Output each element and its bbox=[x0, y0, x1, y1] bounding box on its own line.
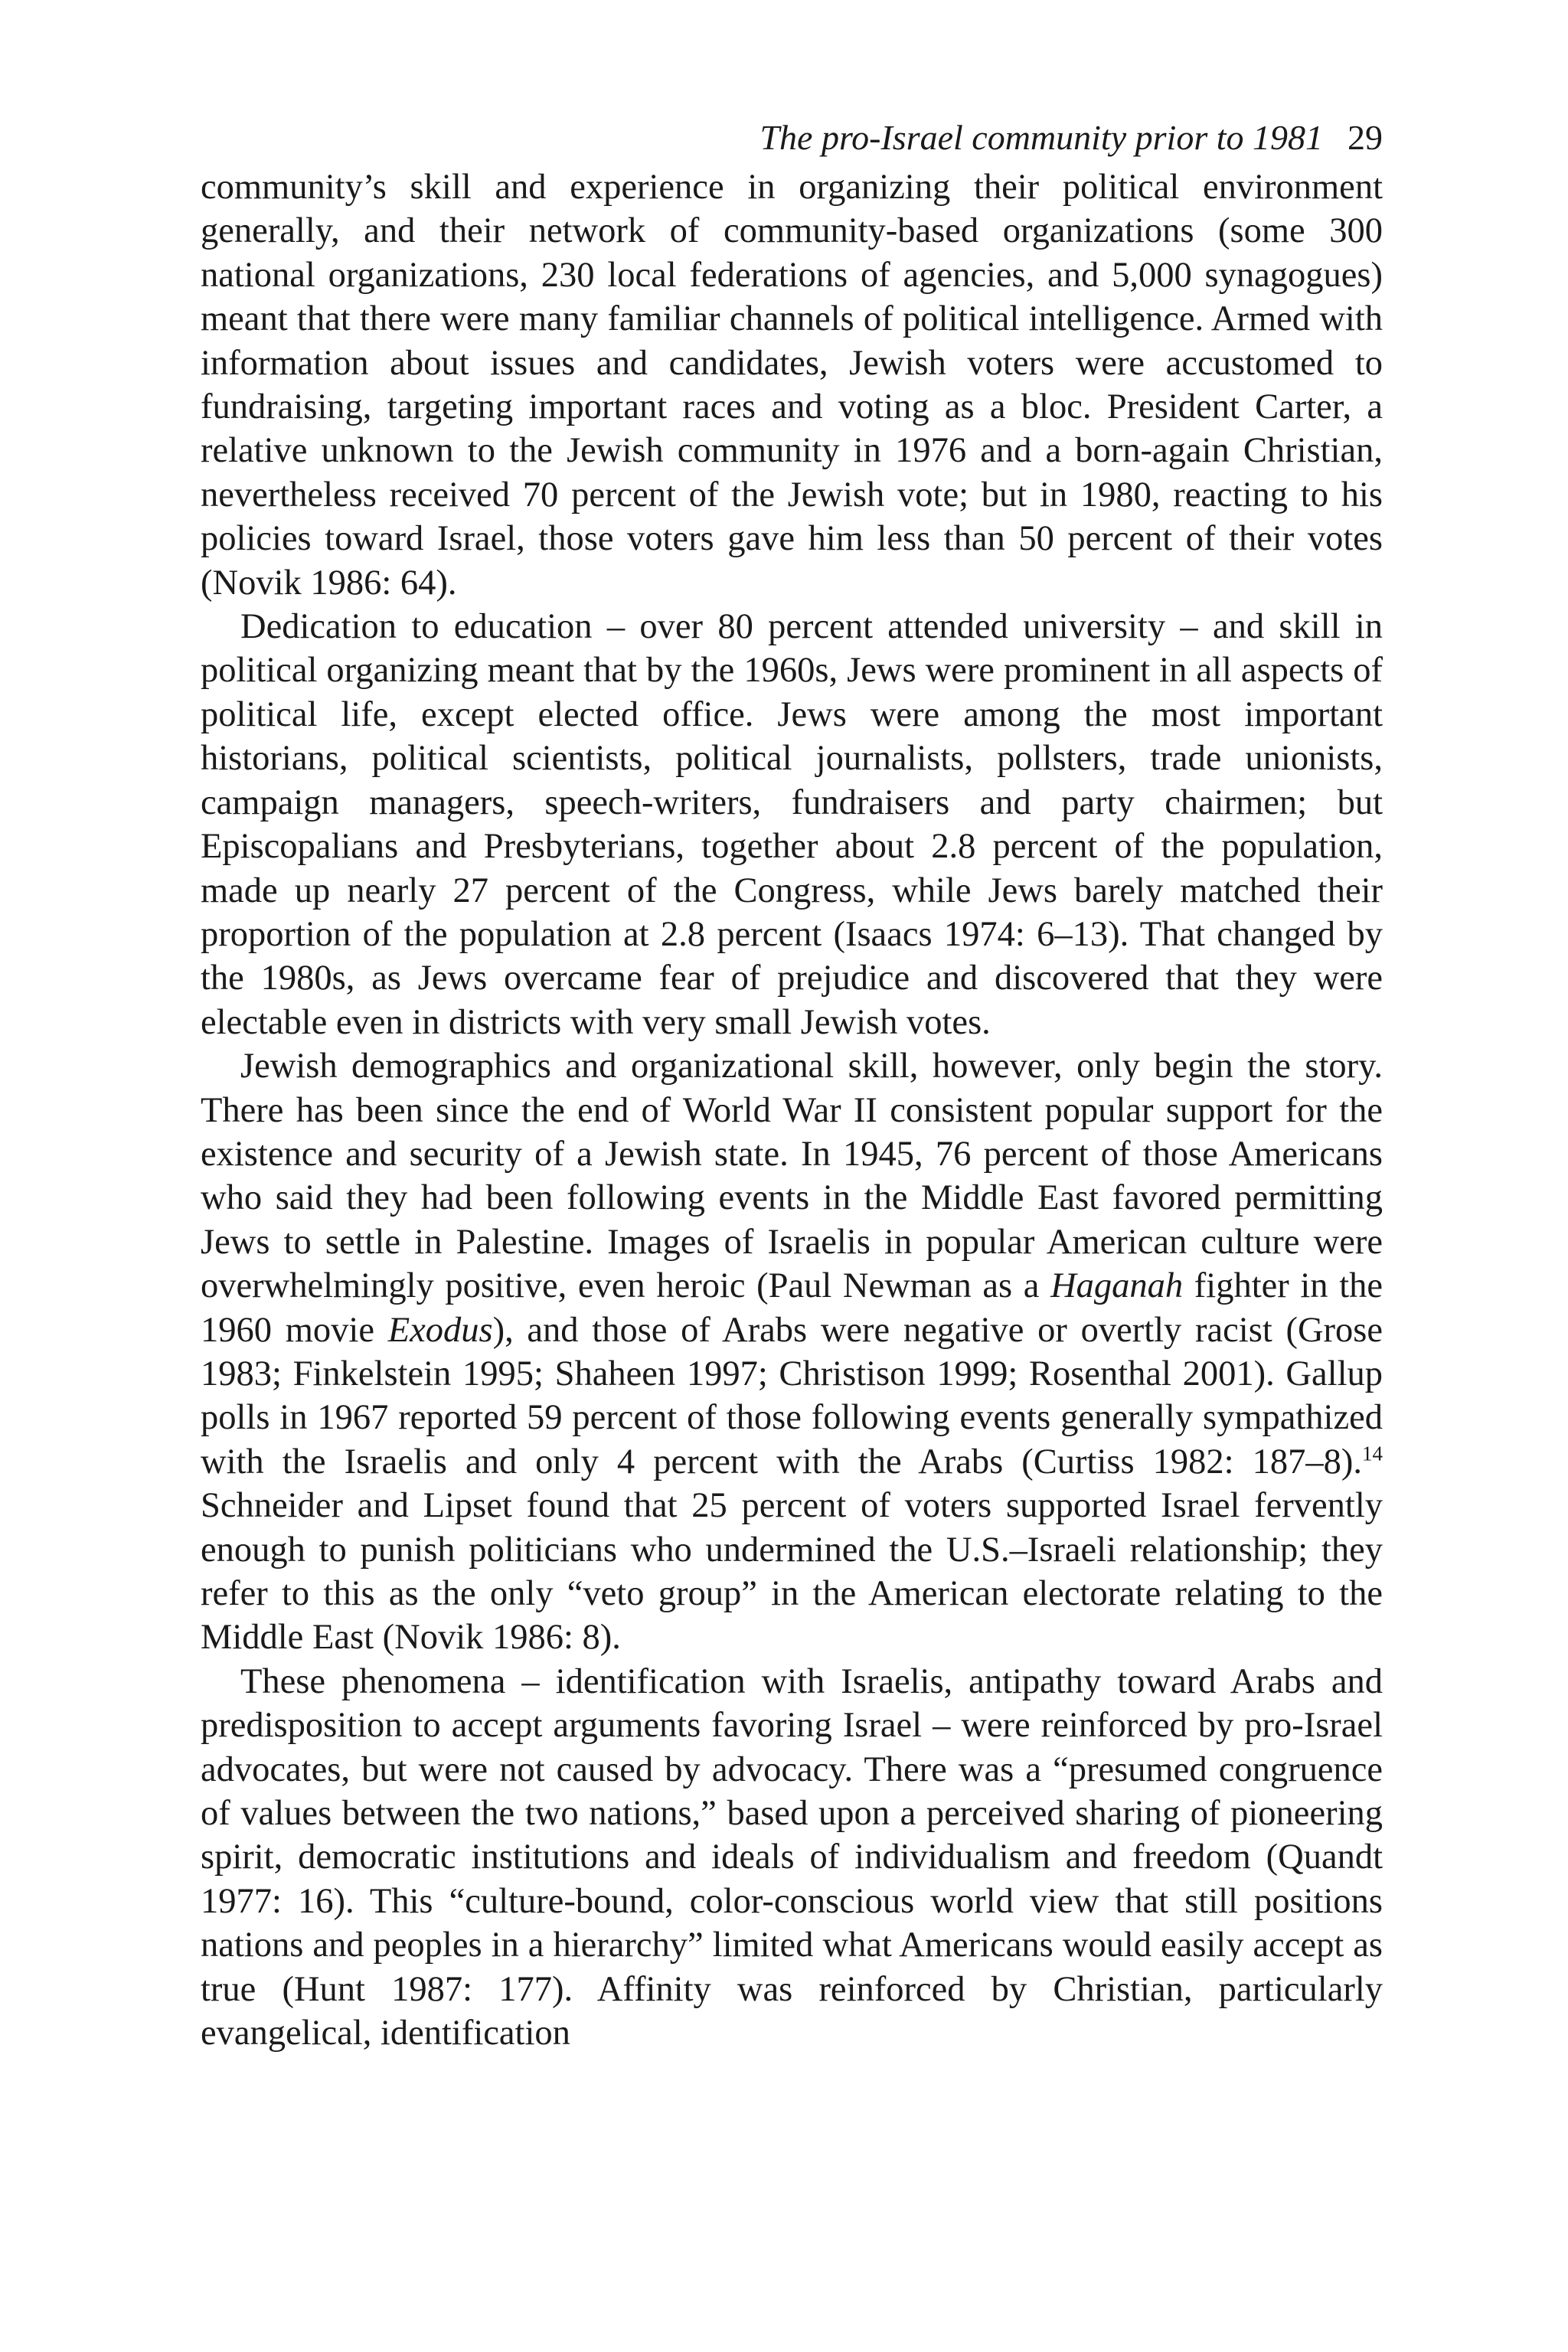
paragraph-3-italic-exodus: Exodus bbox=[387, 1310, 493, 1350]
paragraph-3-text-a: Jewish demographics and organizational skill, however, only begin the story. There has been since the end of World War II consistent popular support for the existence and security of a Jewish state. In 1945, 76 percent of those Americans who said they had been following events in the Middle East favored permitting Jews to settle in Palestine. Images of Israelis in popular American culture were overwhelmingly positive, even heroic (Paul Newman as a bbox=[201, 1047, 1383, 1306]
running-head bbox=[201, 115, 1383, 161]
paragraph-3-text-d: Schneider and Lipset found that 25 percent of voters supported Israel fervently enough to punish politicians who undermined the U.S.–Israeli relationship; they refer to this as the only “veto group” in the American electorate relating to the Middle East (Novik 1986: 8). bbox=[201, 1486, 1383, 1658]
body-text bbox=[201, 165, 1383, 2055]
book-page bbox=[201, 115, 1383, 2055]
paragraph-2: Dedication to education – over 80 percent attended university – and skill in political organizing meant that by the 1960s, Jews were prominent in all aspects of political life, except elected office. Jews were among the most important historians, political scientists, political journalists, pollsters, trade unionists, campaign managers, speech-writers, fundraisers and party chairmen; but Episcopalians and Presbyterians, together about 2.8 percent of the population, made up nearly 27 percent of the Congress, while Jews barely matched their proportion of the population at 2.8 percent (Isaacs 1974: 6–13). That changed by the 1980s, as Jews overcame fear of prejudice and discovered that they were electable even in districts with very small Jewish votes. bbox=[201, 607, 1383, 1042]
page-number: 29 bbox=[1348, 118, 1383, 157]
paragraph-3-text-c: ), and those of Arabs were negative or overtly racist (Grose 1983; Finkelstein 1995; Shaheen 1997; Christison 1999; Rosenthal 2001). Gallup polls in 1967 reported 59 percent of those following events generally sympathized with the Israelis and only 4 percent with the Arabs (Curtiss 1982: 187–8). bbox=[201, 1310, 1383, 1481]
paragraph-3-italic-haganah: Haganah bbox=[1050, 1266, 1184, 1306]
footnote-reference: 14 bbox=[1362, 1442, 1383, 1465]
paragraph-1: community’s skill and experience in organizing their political environment generally, and their network of community-based organizations (some 300 national organizations, 230 local federations of agencies, and 5,000 synagogues) meant that there were many familiar channels of political intelligence. Armed with information about issues and candidates, Jewish voters were accustomed to fundraising, targeting important races and voting as a bloc. President Carter, a relative unknown to the Jewish community in 1976 and a born-again Christian, nevertheless received 70 percent of the Jewish vote; but in 1980, reacting to his policies toward Israel, those voters gave him less than 50 percent of their votes (Novik 1986: 64). bbox=[201, 168, 1383, 603]
paragraph-3 bbox=[201, 1044, 1383, 1660]
running-head-title: The pro-Israel community prior to 1981 bbox=[760, 118, 1323, 157]
paragraph-3-text-b: fighter in the 1960 movie bbox=[201, 1266, 1383, 1350]
paragraph-4: These phenomena – identification with Israelis, antipathy toward Arabs and predisposition to accept arguments favoring Israel – were reinforced by pro-Israel advocates, but were not caused by advocacy. There was a “presumed congruence of values between the two nations,” based upon a perceived sharing of pioneering spirit, democratic institutions and ideals of individualism and freedom (Quandt 1977: 16). This “culture-bound, color-conscious world view that still positions nations and peoples in a hierarchy” limited what Americans would easily accept as true (Hunt 1987: 177). Affinity was reinforced by Christian, particularly evangelical, identification bbox=[201, 1661, 1383, 2053]
